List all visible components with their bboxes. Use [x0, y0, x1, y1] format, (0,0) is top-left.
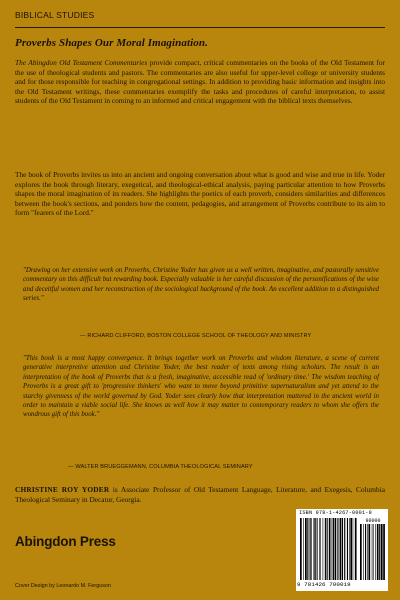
- series-description-text: provide compact, critical commentaries on the books of the Old Testament for the use of theological students and pastors. The commentaries are also useful for upper-level college or university students and for those responsible for teaching in congregational settings. In addition to providing basic information and insights into the Old Testament writings, these commentaries exemplify the tasks and procedures of careful interpretation, to assist students of the Old Testament in coming to an informed and critical engagement with the biblical texts themselves.: [15, 58, 385, 106]
- publisher-logo: Abingdon Press: [15, 534, 116, 549]
- author-bio: [15, 485, 385, 504]
- header-divider: [15, 27, 385, 28]
- cover-credit: Cover Design by Leonardo M. Ferguson: [15, 583, 111, 589]
- book-description: The book of Proverbs invites us into an ancient and ongoing conversation about what is good and wise and true in life. Yoder explores the book through literary, exegetical, and theological-ethical analysis, paying particular attention to how Proverbs shapes the moral imagination of its readers. She highlights the poetics of each proverb, considers similarities and differences between the book's sections, and ponders how the content, pedagogies, and arrangement of Proverbs contribute to its aim to form "fearers of the Lord.": [15, 170, 385, 218]
- barcode-addon-number: 90000: [365, 518, 381, 524]
- author-bio-text: is Associate Professor of Old Testament Language, Literature, and Exegesis, Columbia Theological Seminary in Decatur, Georgia.: [15, 485, 385, 504]
- isbn-text: ISBN 978-1-4267-0001-9: [299, 510, 372, 516]
- headline: Proverbs Shapes Our Moral Imagination.: [15, 37, 208, 49]
- endorsement-attribution: — WALTER BRUEGGEMANN, COLUMBIA THEOLOGICAL SEMINARY: [68, 464, 253, 470]
- barcode-addon-bars: [360, 524, 386, 580]
- endorsement-quote: "Drawing on her extensive work on Proverbs, Christine Yoder has given us a well written, imaginative, and pastorally sensitive commentary on this difficult but rewarding book. Especially valuable is her careful discussion of the personifications of the wise and deceitful women and her reconstruction of the sociological background of the book. An excellent addition to a distinguished series.": [23, 267, 379, 303]
- endorsement-quote: "This book is a most happy convergence. It brings together work on Proverbs and wisdom literature, a scene of current generative interpretive attention and Christine Yoder, the best reader of texts among rising scholars. The result is an interpretation of the book of Proverbs that is a fresh, imaginative, accessible read of 'ordinary time.' The wisdom teaching of Proverbs is a great gift to 'progressive thinkers' who want to move beyond primitive supernaturalism and yet attend to the starchy givenness of the world governed by God. Yoder sees clearly how that interpretation mattered in the ancient world in order to maintain a viable social life. She knows as well how it may matter to contemporary readers to whom she offers the wondrous gift of this book.": [23, 355, 379, 419]
- endorsement-attribution: — RICHARD CLIFFORD, BOSTON COLLEGE SCHOOL OF THEOLOGY AND MINISTRY: [80, 333, 312, 339]
- barcode-number: 9 781426 700019: [297, 581, 351, 588]
- series-description: [15, 58, 385, 106]
- author-name: CHRISTINE ROY YODER: [15, 485, 110, 494]
- series-title: The Abingdon Old Testament Commentaries: [15, 58, 148, 67]
- barcode: [296, 509, 388, 591]
- category-label: BIBLICAL STUDIES: [15, 10, 95, 20]
- barcode-bars: [300, 518, 358, 580]
